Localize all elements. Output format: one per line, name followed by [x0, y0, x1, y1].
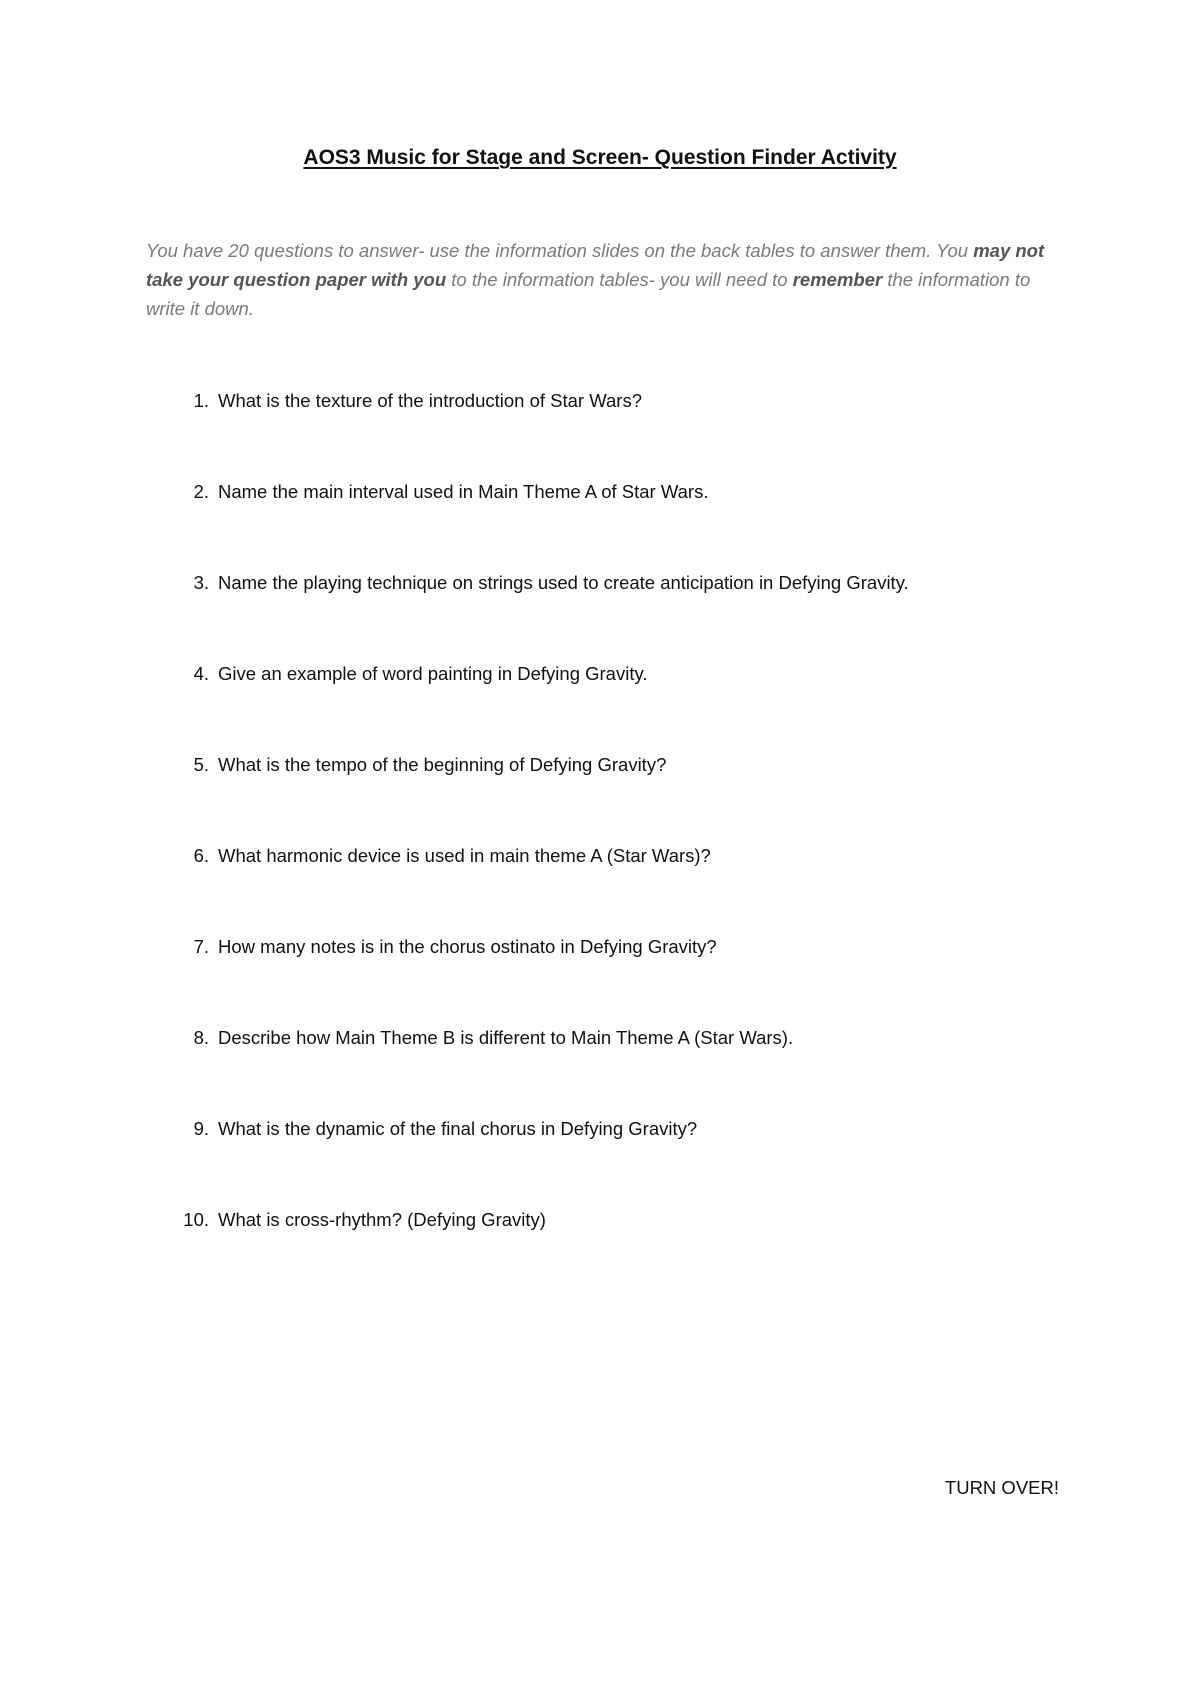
question-number: 5. [193, 754, 209, 775]
question-item [146, 568, 1086, 659]
question-item [146, 750, 1086, 841]
instructions-text-1: You have 20 questions to answer- use the information slides on the back tables to answer them. You [146, 240, 974, 261]
question-text: Name the playing technique on strings used to create anticipation in Defying Gravity. [218, 572, 909, 593]
question-item [146, 932, 1086, 1023]
question-text: What is cross-rhythm? (Defying Gravity) [218, 1209, 546, 1230]
instructions-text-2: to the information tables- you will need to [446, 269, 793, 290]
question-text: What is the texture of the introduction of Star Wars? [218, 390, 642, 411]
question-number: 9. [193, 1118, 209, 1139]
instructions-emphasis-1: may not take your question paper with you [146, 240, 1045, 290]
instructions-emphasis-2: remember [792, 269, 883, 290]
document-title: AOS3 Music for Stage and Screen- Question Finder Activity [303, 146, 897, 169]
question-item [146, 659, 1086, 750]
question-text: Give an example of word painting in Defying Gravity. [218, 663, 648, 684]
question-item [146, 386, 1086, 477]
question-text: What is the dynamic of the final chorus in Defying Gravity? [218, 1118, 698, 1139]
question-number: 8. [193, 1027, 209, 1048]
question-number: 1. [193, 390, 209, 411]
question-item [146, 1114, 1086, 1205]
question-item [146, 477, 1086, 568]
instructions-text-3: the information to write it down. [146, 269, 1031, 319]
question-number: 10. [183, 1209, 209, 1230]
question-list [146, 386, 1086, 1296]
question-text: Describe how Main Theme B is different to Main Theme A (Star Wars). [218, 1027, 794, 1048]
question-number: 4. [193, 663, 209, 684]
question-text: What is the tempo of the beginning of Defying Gravity? [218, 754, 667, 775]
question-number: 7. [193, 936, 209, 957]
question-item [146, 1205, 1086, 1296]
question-item [146, 841, 1086, 932]
question-number: 3. [193, 572, 209, 593]
question-text: What harmonic device is used in main theme A (Star Wars)? [218, 845, 711, 866]
question-number: 6. [193, 845, 209, 866]
question-item [146, 1023, 1086, 1114]
instructions-paragraph [146, 236, 1066, 323]
question-text: How many notes is in the chorus ostinato in Defying Gravity? [218, 936, 717, 957]
question-number: 2. [193, 481, 209, 502]
question-text: Name the main interval used in Main Theme A of Star Wars. [218, 481, 709, 502]
turn-over-note: TURN OVER! [944, 1477, 1059, 1498]
